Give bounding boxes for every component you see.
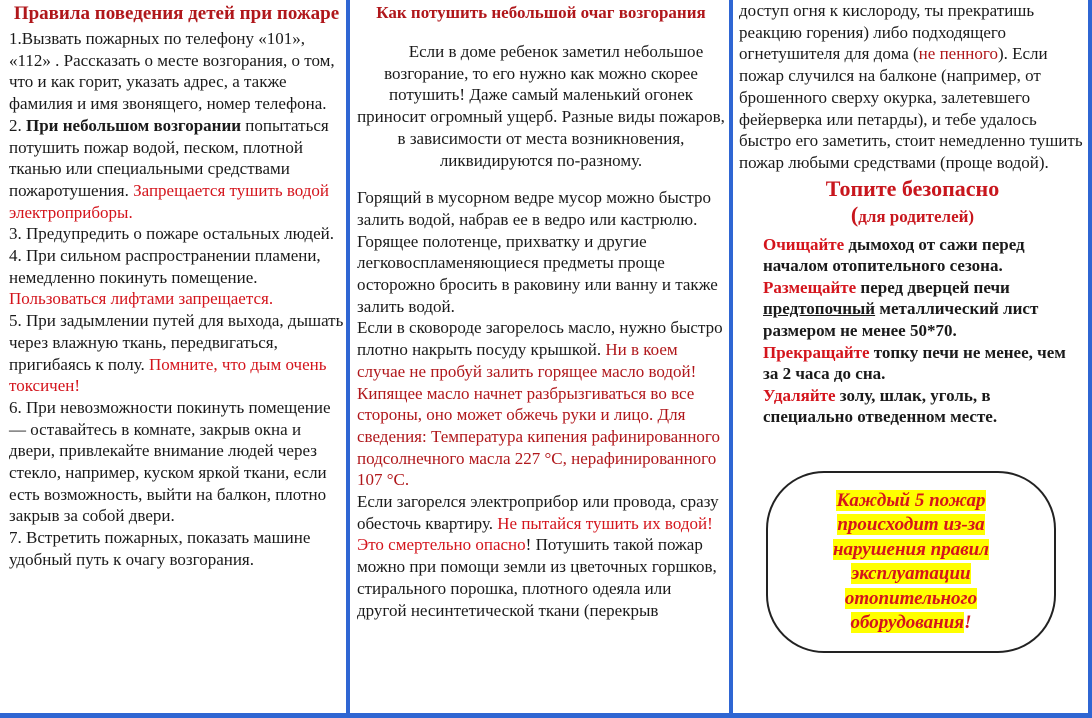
continuation-warning: не пенного [918,44,998,64]
rule-2 [9,115,344,224]
callout-text-wrap [821,489,1001,636]
rule-2-text: попытаться потушить пожар водой, песком, плотной тканью или специальными средствами пожаротушения. [9,115,329,200]
heating-rule-place [763,277,1074,342]
rule-4-warning: Пользоваться лифтами запрещается. [9,289,274,309]
rule-2-warning: Запрещается тушить водой электроприборы. [9,180,330,222]
rule-3: 3. Предупредить о пожаре остальных людей. [9,224,335,244]
heating-rule-clean [763,234,1074,277]
rule-2-bold: При небольшом возгорании [26,115,242,135]
heating-rule-place-text-2: металлический лист размером не менее 50*70. [763,299,1039,340]
extinguish-continuation [739,0,1086,174]
heating-rule-stop-kw: Прекращайте [763,342,870,362]
heating-rule-stop-text: топку печи не менее, чем за 2 часа до сна. [763,342,1066,384]
oil-warning: Ни в коем случае не пробуй залить горящее масло водой! Кипящее масло начнет разбрызгиваться во все стороны, оно может обжечь руки и лицо. Для сведения: Температура кипения рафинированного подсолнечного масла 227 °С, нерафинированного 107 °С. [357,340,720,490]
heating-title: Топите безопасно [825,175,1000,201]
heating-rule-stop [763,342,1074,385]
heating-subtitle-paren: ( [850,201,859,227]
continuation-text: доступ огня к кислороду, ты прекратишь реакцию горения) либо подходящего огнетушителя для дома ( [739,1,1035,64]
extinguish-trash: Горящий в мусорном ведре мусор можно быстро залить водой, набрав ее в ведро или кастрюлю. [357,188,711,229]
extinguish-title: Как потушить небольшой очаг возгорания [376,3,706,22]
heating-rule-clean-kw: Очищайте [763,234,845,254]
continuation-text-2: ). Если пожар случился на балконе (например, от брошенного сверху окурка, залетевшего фейерверка или петарды), и тебе удалось быстро его заметить, стоит немедленно тушить пожар любыми средствами (проще водой). [739,44,1083,172]
rule-7: 7. Встретить пожарных, показать машине удобный путь к очагу возгорания. [9,528,311,569]
rule-5 [9,310,344,397]
heating-rule-remove [763,385,1074,428]
child-rules-title: Правила поведения детей при пожаре [13,3,340,24]
column-divider-2 [729,0,733,718]
electrical-text-2: ! Потушить такой пожар можно при помощи земли из цветочных горшков, стирального порошка, плотного одеяла или другой несинтетической ткани (перекрыв [357,535,717,620]
rule-1: 1.Вызвать пожарных по телефону «101», «112» . Рассказать о месте возгорания, о том, что и как горит, указать адрес, а также фамилия и имя звонящего, номер телефона. [9,29,335,114]
column-extinguish [350,0,733,718]
page-border-bottom [0,713,1092,718]
page-border-right [1088,0,1092,718]
heating-rule-remove-kw: Удаляйте [763,385,836,405]
extinguish-intro: Если в доме ребенок заметил небольшое возгорание, то его нужно как можно скорее потушить! Даже самый маленький огонек приносит огромный ущерб. Разные виды пожаров, в зависимости от места возникновения, ликвидируются по-разному. [357,42,725,170]
column-child-rules [0,0,350,718]
heating-rules [763,234,1074,428]
heating-rule-place-kw: Размещайте [763,277,857,297]
extinguish-oil [357,317,725,491]
rule-4-text: 4. При сильном распространении пламени, немедленно покинуть помещение. [9,246,321,287]
rule-5-text: 5. При задымлении путей для выхода, дышать через влажную ткань, передвигаться, пригибаясь к полу. [9,311,344,374]
heating-subtitle-text: для родителей) [858,206,975,226]
column-divider-1 [346,0,350,718]
callout-oval [766,471,1056,653]
rule-4 [9,245,344,310]
heating-rule-remove-text: золу, шлак, уголь, в специально отведенном месте. [763,385,998,427]
heating-rule-place-underlined: предтопочный [763,299,876,319]
heating-rule-clean-text: дымоход от сажи перед началом отопительного сезона. [763,234,1025,276]
heating-subtitle [739,202,1086,230]
oil-text: Если в сковороде загорелось масло, нужно быстро плотно накрыть посуду крышкой. [357,318,723,360]
heating-rule-place-text: перед дверцей печи [856,277,1010,297]
extinguish-electrical [357,491,725,621]
rule-5-warning: Помните, что дым очень токсичен! [9,354,327,396]
callout-text: Каждый 5 пожар происходит из-за нарушения правил эксплуатации отопительного оборудования [832,489,990,633]
callout-exclamation: ! [964,612,972,633]
electrical-text: Если загорелся электроприбор или провода, сразу обесточь квартиру. [357,492,719,533]
rule-2-number: 2. [9,115,26,135]
rule-6: 6. При невозможности покинуть помещение — оставайтесь в комнате, закрыв окна и двери, привлекайте внимание людей через стекло, например, куском яркой ткани, если есть возможность, выйти на балкон, плотно закрыв за собой двери. [9,397,331,526]
extinguish-towel: Горящее полотенце, прихватку и другие легковоспламеняющиеся предметы проще осторожно бросить в раковину или ванну и также залить водой. [357,231,718,316]
electrical-warning: Не пытайся тушить их водой! Это смертельно опасно [357,513,713,555]
